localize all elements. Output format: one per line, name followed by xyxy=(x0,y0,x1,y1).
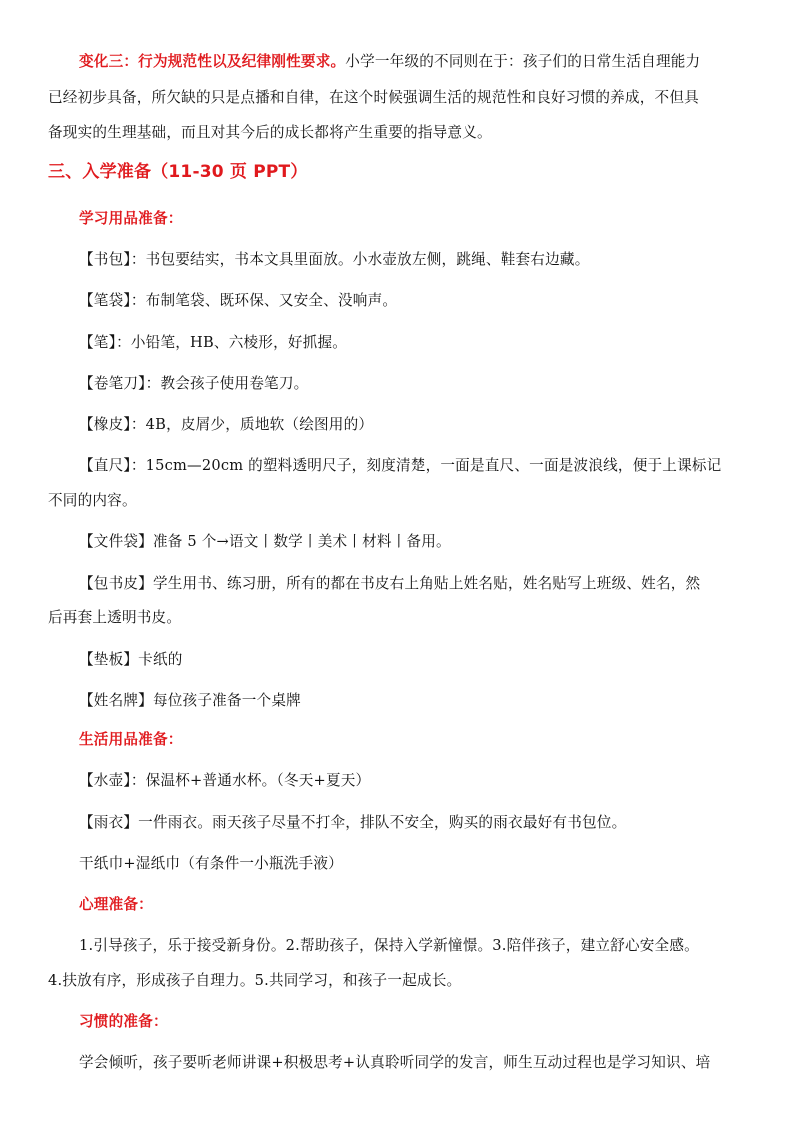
daily-supplies-heading: 生活用品准备： xyxy=(79,731,183,748)
mental-heading: 心理准备： xyxy=(79,896,153,913)
item-nameplate: 【姓名牌】每位孩子准备一个桌牌 xyxy=(79,692,301,709)
mental-line-1: 1.引导孩子，乐于接受新身份。2.帮助孩子，保持入学新憧憬。3.陪伴孩子，建立舒心安全感。 xyxy=(79,937,699,954)
item-folder: 【文件袋】准备 5 个→语文丨数学丨美术丨材料丨备用。 xyxy=(79,533,451,550)
mental-line-2: 4.扶放有序，形成孩子自理力。5.共同学习，和孩子一起成长。 xyxy=(48,972,462,989)
habit-heading: 习惯的准备： xyxy=(79,1013,168,1030)
item-ruler-line-1: 【直尺】：15cm—20cm 的塑料透明尺子，刻度清楚，一面是直尺、一面是波浪线，便于上课标记 xyxy=(79,457,722,474)
study-supplies-heading: 学习用品准备： xyxy=(79,210,183,227)
item-pad: 【垫板】卡纸的 xyxy=(79,651,183,668)
item-book-cover-line-1: 【包书皮】学生用书、练习册，所有的都在书皮右上角贴上姓名贴，姓名贴写上班级、姓名，然 xyxy=(79,575,701,592)
item-sharpener: 【卷笔刀】：教会孩子使用卷笔刀。 xyxy=(79,375,309,392)
intro-line-3: 备现实的生理基础，而且对其今后的成长都将产生重要的指导意义。 xyxy=(48,124,492,141)
item-book-cover-line-2: 后再套上透明书皮。 xyxy=(48,609,182,626)
item-tissue: 干纸巾+湿纸巾（有条件一小瓶洗手液） xyxy=(79,855,343,872)
item-pencil-case: 【笔袋】：布制笔袋、既环保、又安全、没响声。 xyxy=(79,292,398,309)
item-kettle: 【水壶】：保温杯+普通水杯。（冬天+夏天） xyxy=(79,772,371,789)
item-ruler-line-2: 不同的内容。 xyxy=(48,492,137,509)
intro-text: 小学一年级的不同则在于：孩子们的日常生活自理能力 xyxy=(345,53,701,70)
habit-line-1: 学会倾听，孩子要听老师讲课+积极思考+认真聆听同学的发言，师生互动过程也是学习知识、培 xyxy=(79,1054,711,1071)
intro-line-1 xyxy=(79,52,700,72)
item-pencil: 【笔】：小铅笔，HB、六棱形，好抓握。 xyxy=(79,334,348,351)
intro-label: 变化三：行为规范性以及纪律刚性要求。 xyxy=(79,53,346,70)
item-eraser: 【橡皮】：4B，皮屑少，质地软（绘图用的） xyxy=(79,416,374,433)
intro-line-2: 已经初步具备，所欠缺的只是点播和自律，在这个时候强调生活的规范性和良好习惯的养成，不但具 xyxy=(48,89,699,106)
item-schoolbag: 【书包】：书包要结实，书本文具里面放。小水壶放左侧，跳绳、鞋套右边藏。 xyxy=(79,251,590,268)
section-title: 三、入学准备（11-30 页 PPT） xyxy=(48,162,308,182)
item-raincoat: 【雨衣】一件雨衣。雨天孩子尽量不打伞，排队不安全，购买的雨衣最好有书包位。 xyxy=(79,814,627,831)
